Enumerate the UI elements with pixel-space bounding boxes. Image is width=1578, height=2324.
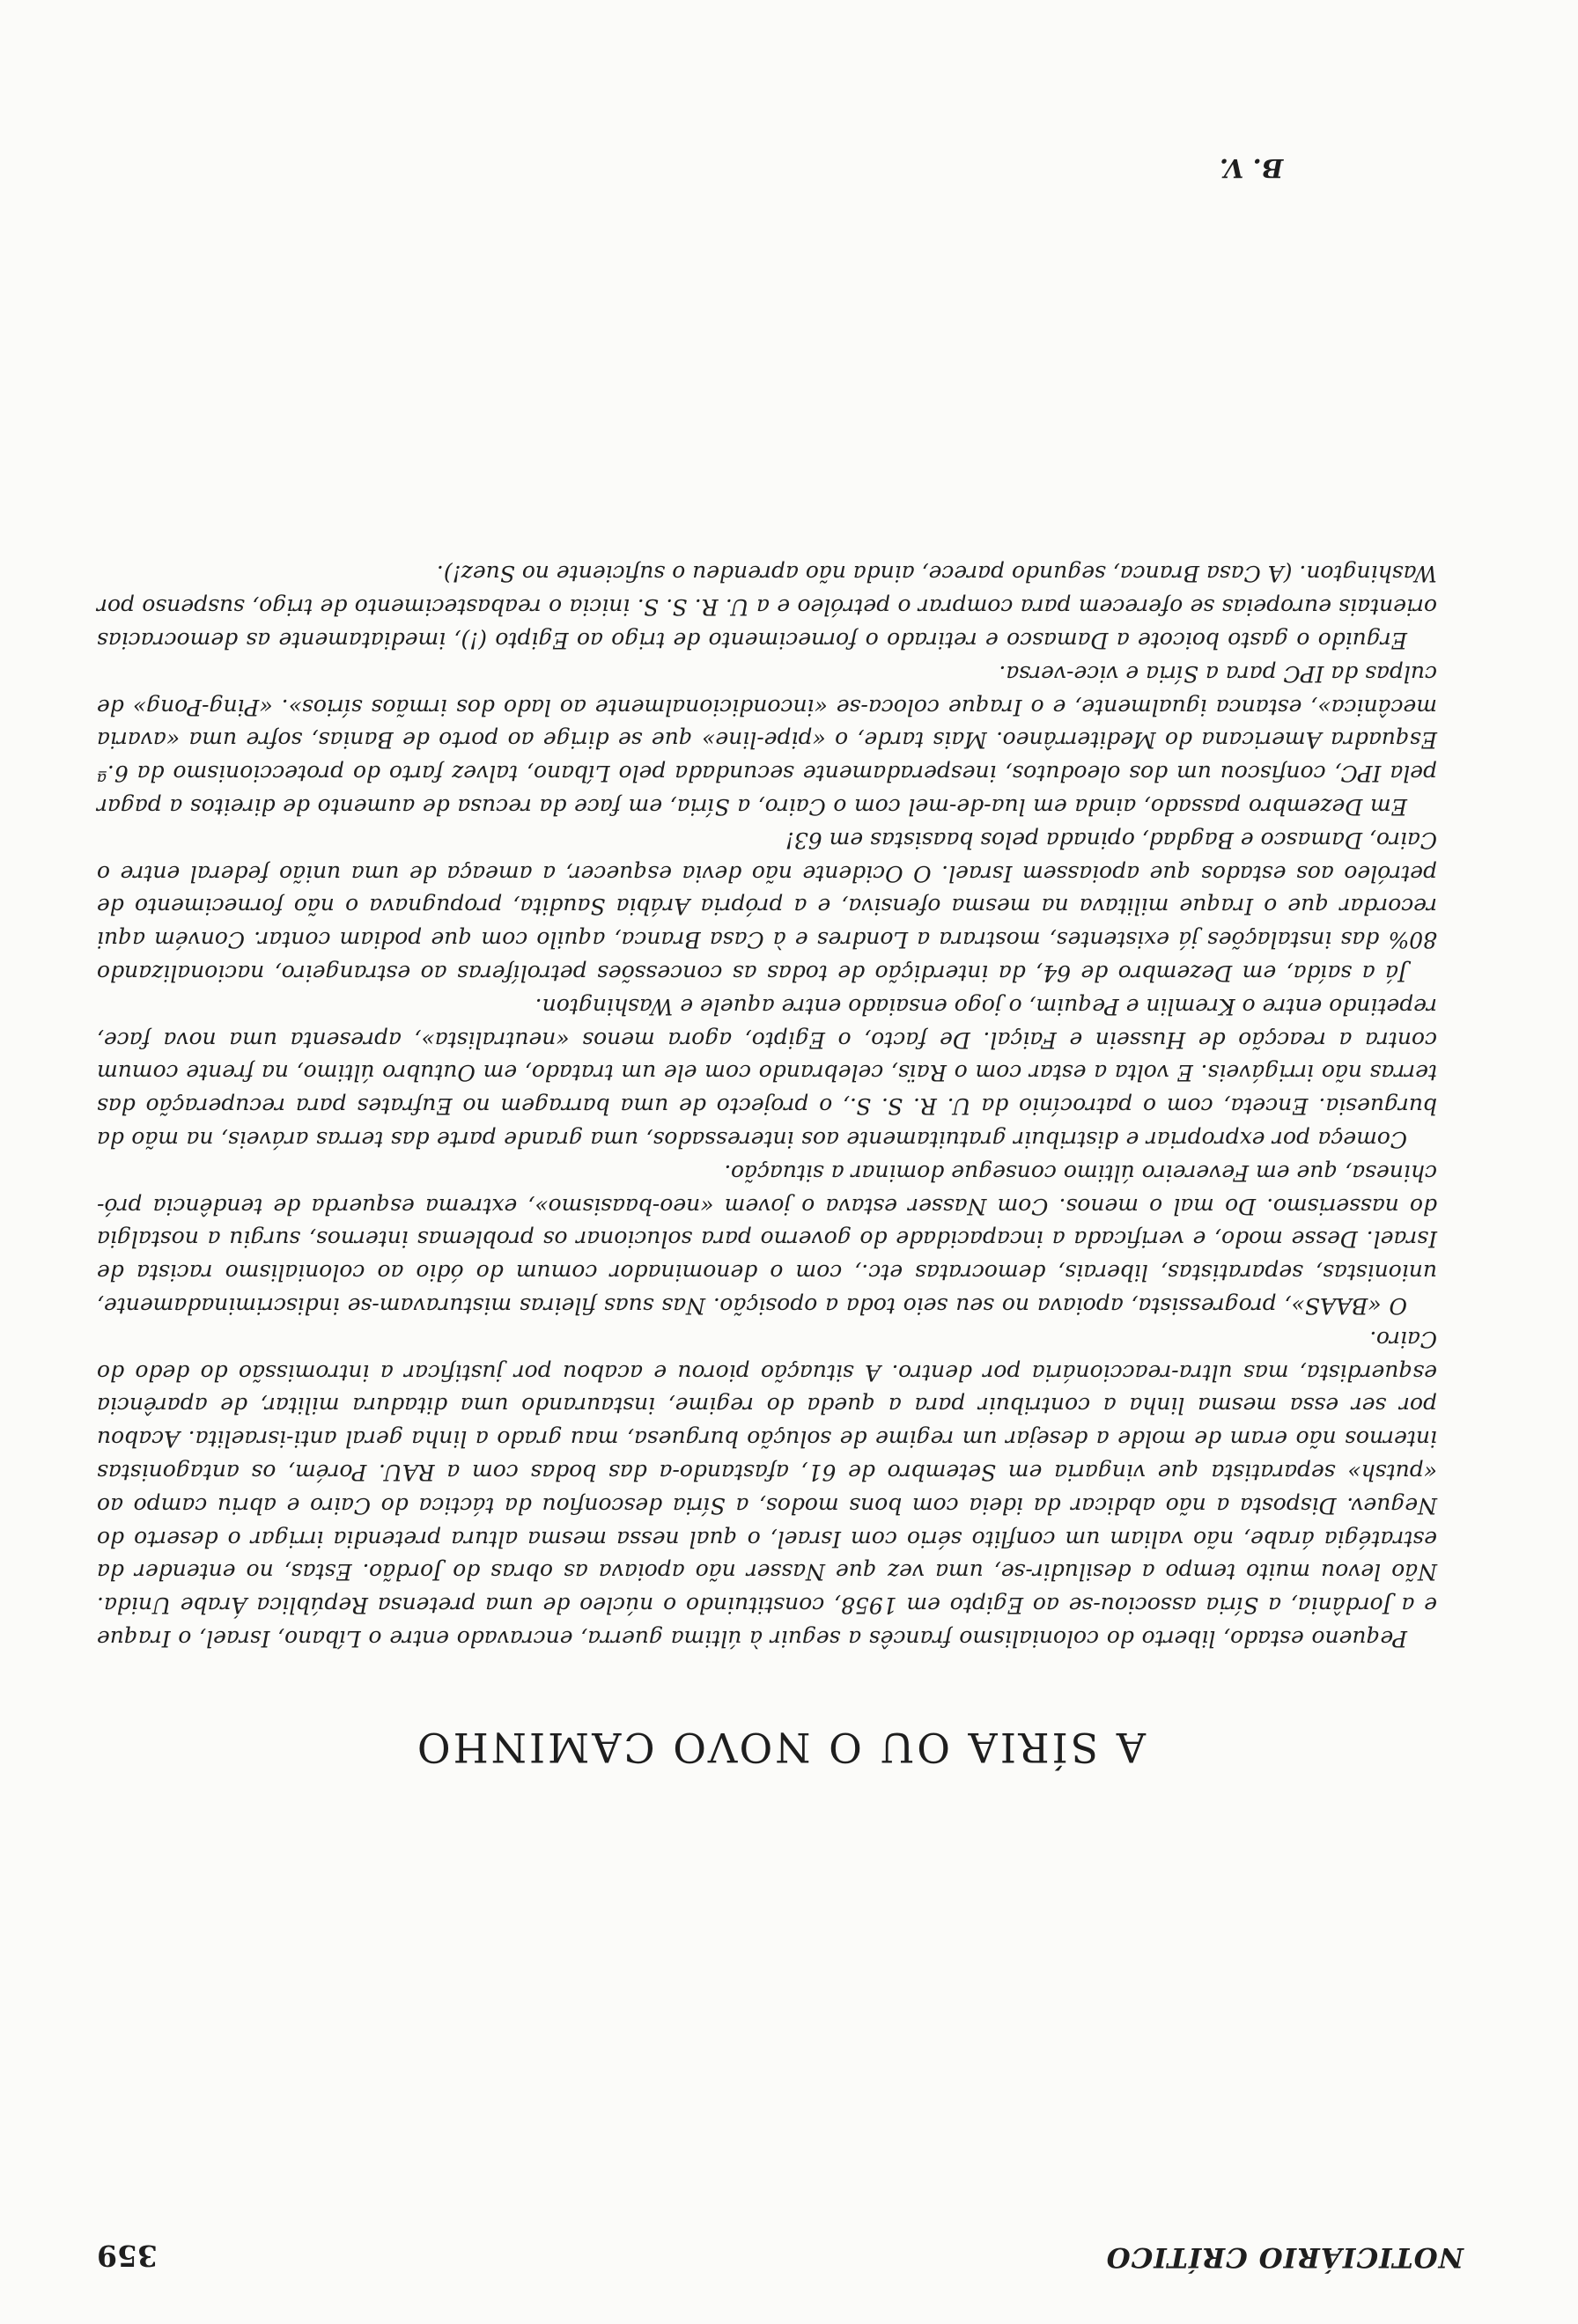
paragraph: Erguido o gasto boicote a Damasco e retirado o fornecimento de trigo ao Egipto (!), imediatamente as democracias orientais europeias se oferecem para comprar o petróleo e a U. R. S. S. inicia o reabastecimento de trigo, suspenso por Washington. (A Casa Branca, segundo parece, ainda não aprendeu o suficiente no Suez!). — [97, 561, 1437, 654]
paragraph: Já a saída, em Dezembro de 64, da interdição de todas as concessões petrolíferas ao estrangeiro, nacionalizando 80% das instalações já existentes, mostrara a Londres e à Casa Branca, aquilo com que podiam contar. Convém aqui recordar que o Iraque militava na mesma ofensiva, e a própria Arábia Saudita, propugnava o não fornecimento de petróleo aos estados que apoiassem Israel. O Ocidente não devia esquecer, a ameaça de uma união federal entre o Cairo, Damasco e Bagdad, opinada pelos baasistas em 63! — [97, 827, 1437, 987]
page-number: 359 — [97, 2239, 158, 2273]
paragraph: Pequeno estado, liberto do colonialismo francês a seguir à última guerra, encravado entre o Líbano, Israel, o Iraque e a Jordânia, a Síria associou-se ao Egipto em 1958, constituindo o núcleo de uma pretensa República Árabe Unida. Não levou muito tempo a desiludir-se, uma vez que Nasser não apoiava as obras do Jordão. Estas, no entender da estratégia árabe, não valiam um conflito sério com Israel, o qual nessa mesma altura pretendia irrigar o deserto do Neguev. Disposta a não abdicar da ideia com bons modos, a Síria desconfiou da táctica do Cairo e abriu campo ao «putsh» separatista que vingaria em Setembro de 61, afastando-a das bodas com a RAU. Porém, os antagonistas internos não eram de molde a desejar um regime de solução burguesa, mau grado a linha geral anti-israelita. Acabou por ser essa mesma linha a contribuir para a queda do regime, instaurando uma ditadura militar, de aparência esquerdista, mas ultra-reaccionária por dentro. A situação piorou e acabou por justificar a intromissão do dedo do Cairo. — [97, 1326, 1437, 1651]
paragraph: O «BAAS», progressista, apoiava no seu seio toda a oposição. Nas suas fileiras misturavam-se indiscriminadamente, unionistas, separatistas, liberais, democratas etc., com o denominador comum do ódio ao colonialismo racista de Israel. Desse modo, e verificada a incapacidade do governo para solucionar os problemas internos, surgiu a nostalgia do nasserismo. Do mal o menos. Com Nasser estava o jovem «neo-baasismo», extrema esquerda de tendência pró-chinesa, que em Fevereiro último consegue dominar a situação. — [97, 1159, 1437, 1320]
author-signature: B. V. — [1220, 153, 1284, 183]
running-header — [97, 2234, 1464, 2273]
paragraph: Em Dezembro passado, ainda em lua-de-mel com o Cairo, a Síria, em face da recusa de aumento de direitos a pagar pela IPC, confiscou um dos oleodutos, inesperadamente secundada pelo Líbano, talvez farto do proteccionismo da 6.ª Esquadra Americana do Mediterrâneo. Mais tarde, o «pipe-line» que se dirige ao porto de Banias, sofre uma «avaria mecânica», estanca igualmente, e o Iraque coloca-se «incondicionalmente ao lado dos irmãos sírios». «Ping-Pong» de culpas da IPC para a Síria e vice-versa. — [97, 660, 1437, 820]
article-body — [97, 557, 1437, 1655]
paragraph: Começa por expropriar e distribuir gratuitamente aos interessados, uma grande parte das terras aráveis, na mão da burguesia. Enceta, com o patrocínio da U. R. S. S., o projecto de uma barragem no Eufrates para recuperação das terras não irrigáveis. E volta a estar com o Raïs, celebrando com ele um tratado, em Outubro último, na frente comum contra a reacção de Hussein e Faiçal. De facto, o Egipto, agora menos «neutralista», apresenta uma nova face, repetindo entre o Kremlin e Pequim, o jogo ensaiado entre aquele e Washington. — [97, 993, 1437, 1153]
article-title: A SÍRIA OU O NOVO CAMINHO — [414, 1724, 1147, 1771]
section-name: NOTICIÁRIO CRÍTICO — [1105, 2241, 1464, 2273]
